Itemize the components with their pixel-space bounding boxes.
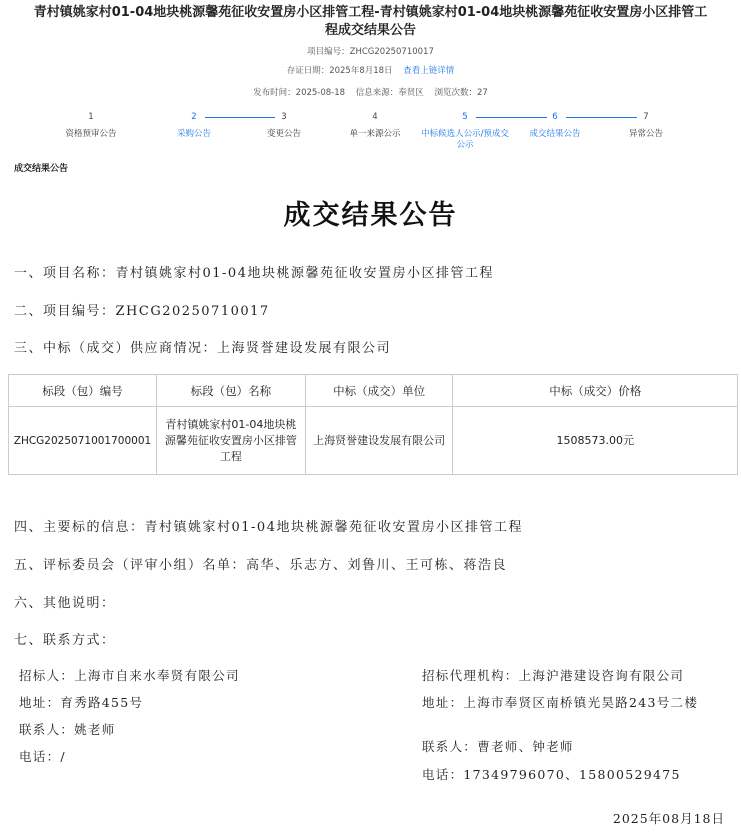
step-number: 5 xyxy=(462,112,468,122)
cell-winner: 上海贤誉建设发展有限公司 xyxy=(305,407,453,475)
header-price: 中标（成交）价格 xyxy=(453,375,738,407)
header-lot-number: 标段（包）编号 xyxy=(9,375,157,407)
step-number: 1 xyxy=(88,112,94,122)
store-date-line xyxy=(0,64,741,76)
step-label: 异常公告 xyxy=(628,129,663,139)
item-contact-title: 七、联系方式： xyxy=(14,633,116,648)
announcement-date: 2025年08月18日 xyxy=(612,811,725,826)
step-abnormal[interactable] xyxy=(596,112,696,140)
step-label: 中标候选人公示/预成交公示 xyxy=(421,129,509,150)
step-number: 3 xyxy=(281,112,287,122)
buyer-contact-person: 联系人：姚老师 xyxy=(19,722,116,737)
page-title: 青村镇姚家村01-04地块桃源馨苑征收安置房小区排管工程-青村镇姚家村01-04地块桃源馨苑征收安置房小区排管工程成交结果公告 xyxy=(33,5,708,38)
agency-name: 招标代理机构：上海沪港建设咨询有限公司 xyxy=(422,668,685,683)
item-supplier: 三、中标（成交）供应商情况：上海贤誉建设发展有限公司 xyxy=(14,341,392,356)
item-committee: 五、评标委员会（评审小组）名单：高华、乐志方、刘鲁川、王可栋、蒋浩良 xyxy=(14,558,508,573)
step-number: 4 xyxy=(372,112,378,122)
buyer-address: 地址：育秀路455号 xyxy=(19,695,144,710)
result-table xyxy=(8,374,738,475)
project-number-value: ZHCG20250710017 xyxy=(349,47,434,57)
header-winner: 中标（成交）单位 xyxy=(305,375,453,407)
publish-info-line xyxy=(0,86,741,98)
section-label: 成交结果公告 xyxy=(14,164,69,174)
agency-phone: 电话：17349796070、15800529475 xyxy=(422,767,681,782)
step-candidate-publicity[interactable] xyxy=(415,112,515,151)
cell-lot-name: 青村镇姚家村01-04地块桃源馨苑征收安置房小区排管工程 xyxy=(156,407,305,475)
step-label: 资格预审公告 xyxy=(65,129,117,139)
step-number: 6 xyxy=(552,112,558,122)
step-label: 单一来源公示 xyxy=(349,129,401,139)
agency-contact-person: 联系人：曹老师、钟老师 xyxy=(422,739,574,754)
step-label: 变更公告 xyxy=(266,129,301,139)
step-number: 7 xyxy=(643,112,649,122)
announcement-title: 成交结果公告 xyxy=(283,200,458,231)
store-date: 存证日期：2025年8月18日 xyxy=(286,66,393,76)
buyer-name: 招标人：上海市自来水奉贤有限公司 xyxy=(19,668,240,683)
step-procurement[interactable] xyxy=(144,112,244,140)
notice-progress-steps xyxy=(0,112,741,156)
view-count: 浏览次数：27 xyxy=(434,88,488,98)
cell-price: 1508573.00元 xyxy=(453,407,738,475)
cell-lot-number: ZHCG2025071001700001 xyxy=(9,407,157,475)
step-result-notice[interactable] xyxy=(505,112,605,140)
agency-address: 地址：上海市奉贤区南桥镇光昊路243号二楼 xyxy=(422,695,699,710)
step-label: 采购公告 xyxy=(176,129,211,139)
step-number: 2 xyxy=(191,112,197,122)
table-row xyxy=(9,407,738,475)
step-change[interactable] xyxy=(234,112,334,140)
step-single-source[interactable] xyxy=(325,112,425,140)
publish-time: 发布时间：2025-08-18 xyxy=(253,88,346,98)
step-label: 成交结果公告 xyxy=(529,129,581,139)
chain-detail-link[interactable]: 查看上链详情 xyxy=(403,66,455,76)
header-lot-name: 标段（包）名称 xyxy=(156,375,305,407)
project-number-line xyxy=(0,45,741,57)
item-main-subject: 四、主要标的信息：青村镇姚家村01-04地块桃源馨苑征收安置房小区排管工程 xyxy=(14,520,523,535)
step-prequalification[interactable] xyxy=(41,112,141,140)
item-project-name: 一、项目名称：青村镇姚家村01-04地块桃源馨苑征收安置房小区排管工程 xyxy=(14,266,494,281)
project-number-label: 项目编号： xyxy=(307,47,350,57)
notice-header xyxy=(0,0,741,98)
item-other: 六、其他说明： xyxy=(14,596,116,611)
table-header-row xyxy=(9,375,738,407)
item-project-number: 二、项目编号：ZHCG20250710017 xyxy=(14,304,270,319)
buyer-phone: 电话：/ xyxy=(19,749,66,764)
info-source: 信息来源：奉贤区 xyxy=(355,88,424,98)
